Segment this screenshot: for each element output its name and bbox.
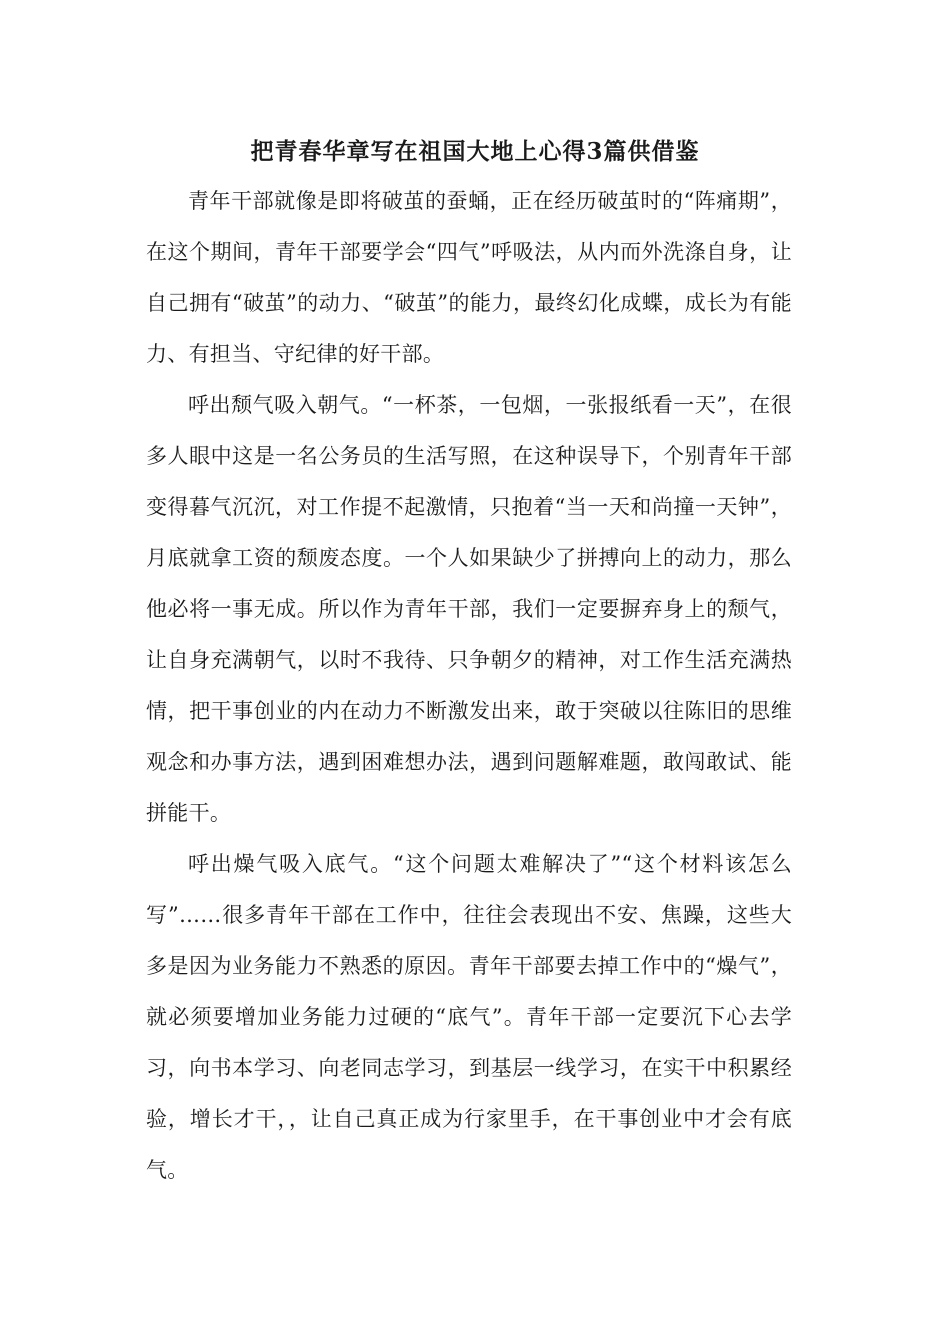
paragraph-zhaoqi: 呼出颓气吸入朝气。“一杯茶，一包烟，一张报纸看一天”，在很多人眼中这是一名公务员的生活写照，在这种误导下，个别青年干部变得暮气沉沉，对工作提不起激情，只抱着“当一天和尚撞一天钟”，月底就拿工资的颓废态度。一个人如果缺少了拼搏向上的动力，那么他必将一事无成。所以作为青年干部，我们一定要摒弃身上的颓气，让自身充满朝气，以时不我待、只争朝夕的精神，对工作生活充满热情，把干事创业的内在动力不断激发出来，敢于突破以往陈旧的思维观念和办事方法，遇到困难想办法，遇到问题解难题，敢闯敢试、能拼能干。: [146, 393, 792, 825]
paragraph-diqi: 呼出燥气吸入底气。“这个问题太难解决了”“这个材料该怎么写”……很多青年干部在工作中，往往会表现出不安、焦躁，这些大多是因为业务能力不熟悉的原因。青年干部要去掉工作中的“燥气”，就必须要增加业务能力过硬的“底气”。青年干部一定要沉下心去学习，向书本学习、向老同志学习，到基层一线学习，在实干中积累经验，增长才干，，让自己真正成为行家里手，在干事创业中才会有底气。: [146, 852, 792, 1182]
paragraph-intro: 青年干部就像是即将破茧的蚕蛹，正在经历破茧时的“阵痛期”，在这个期间，青年干部要学会“四气”呼吸法，从内而外洗涤自身，让自己拥有“破茧”的动力、“破茧”的能力，最终幻化成蝶，成长为有能力、有担当、守纪律的好干部。: [146, 189, 792, 366]
document-title: 把青春华章写在祖国大地上心得3篇供借鉴: [250, 138, 700, 165]
document-body: [146, 176, 792, 1196]
